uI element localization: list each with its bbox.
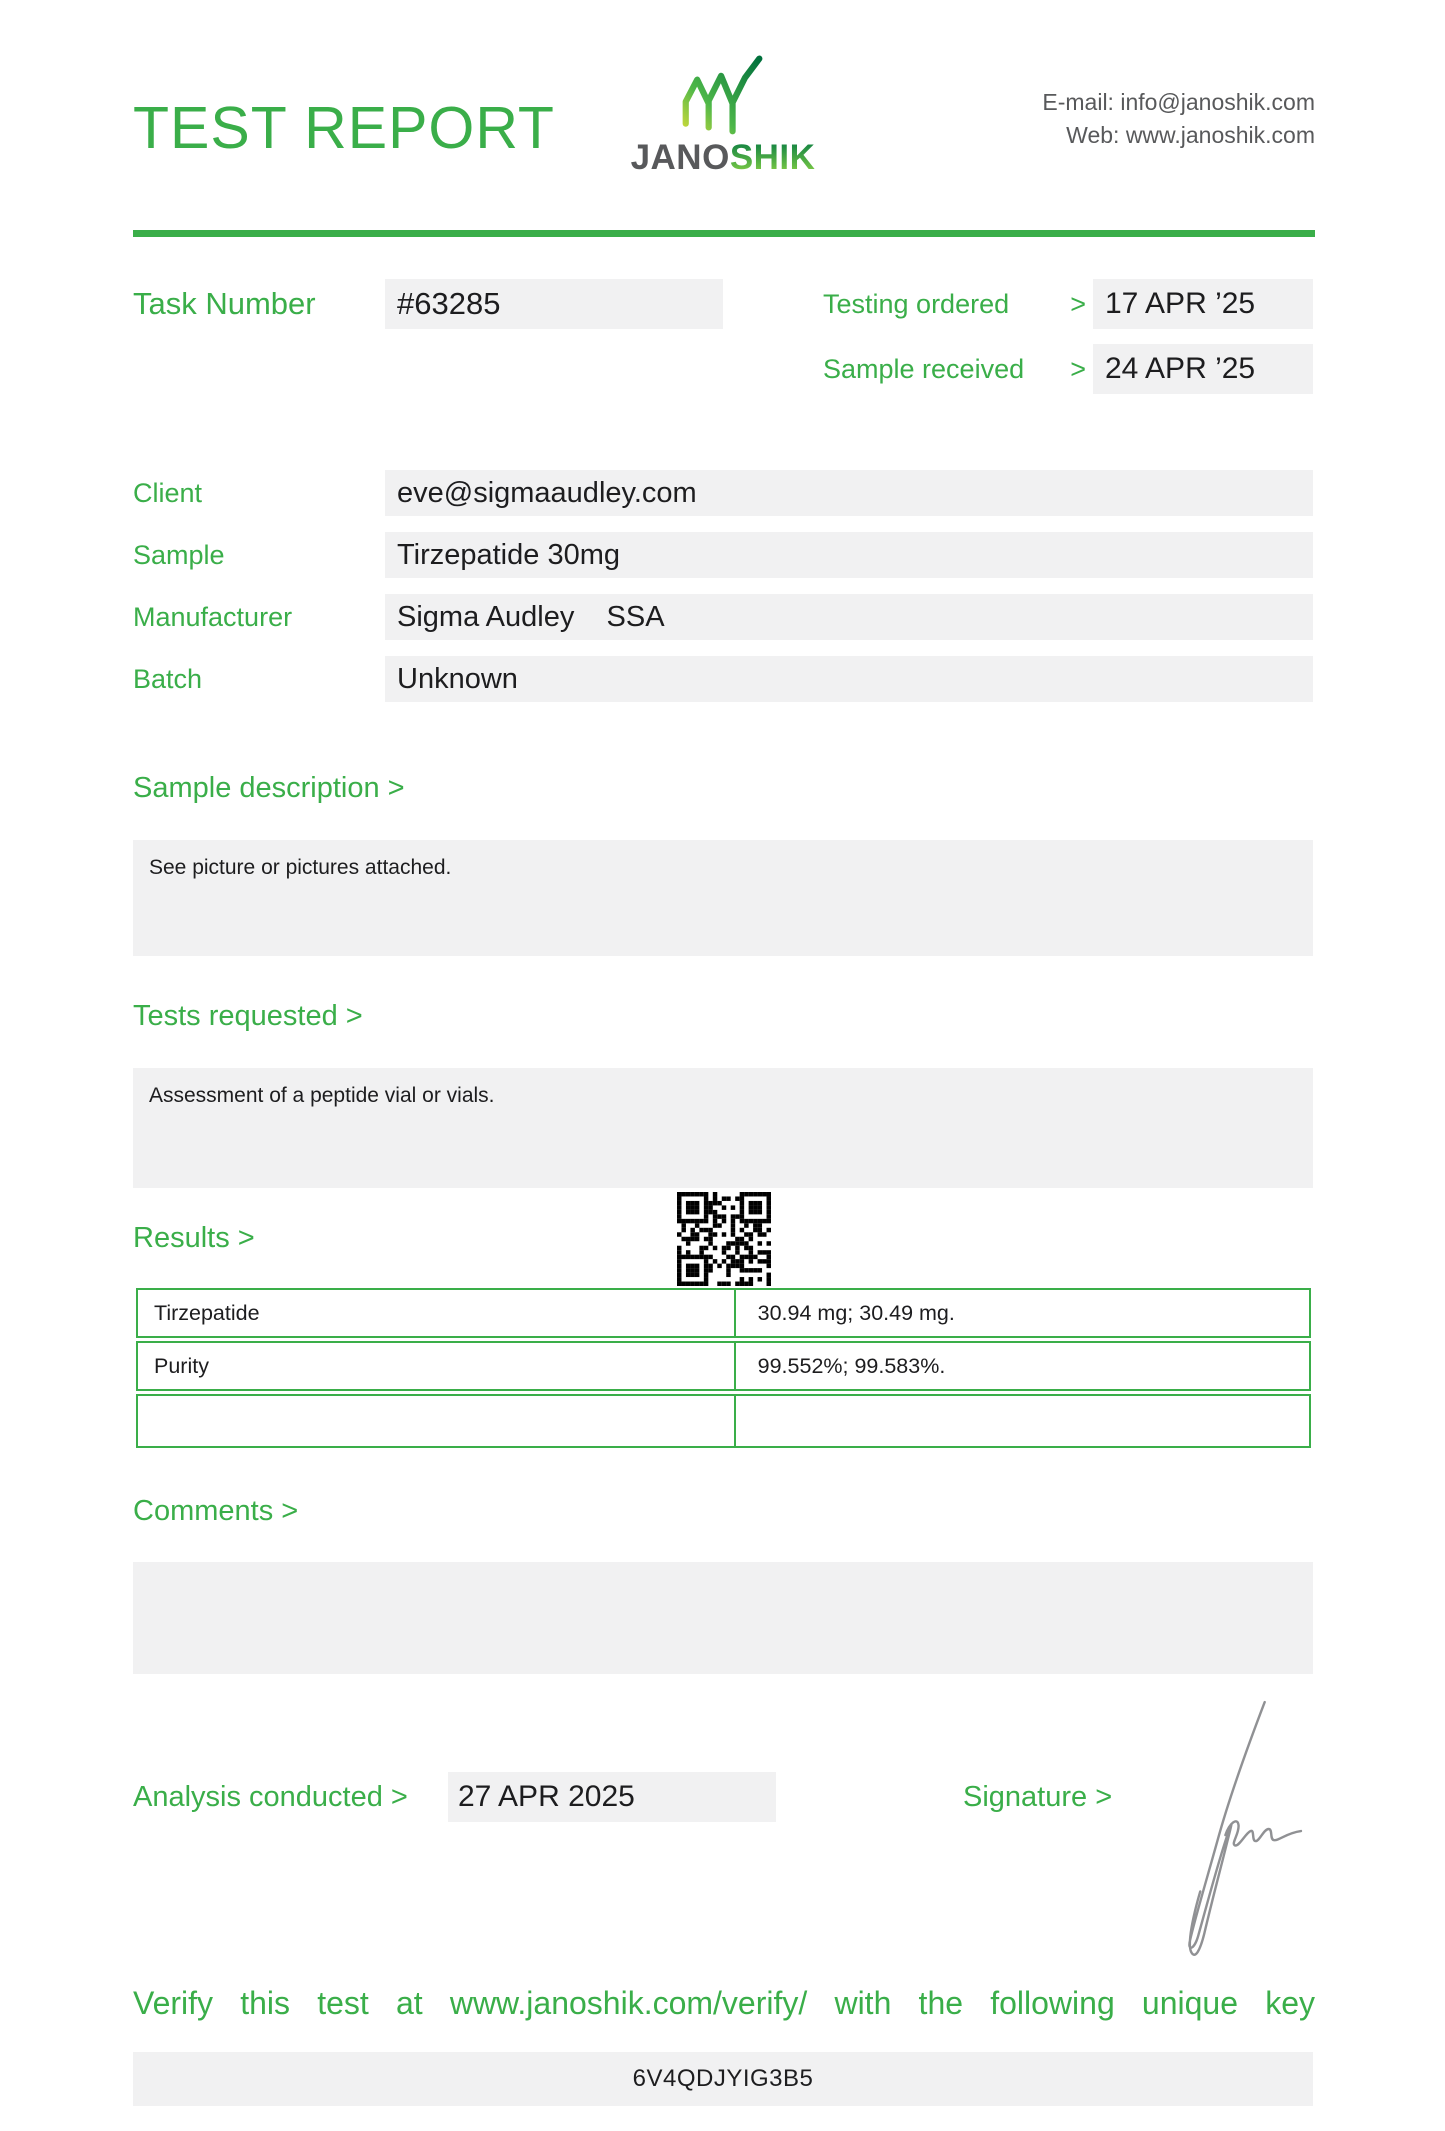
sample-description-box — [133, 840, 1313, 956]
chevron-right-icon: > — [1070, 353, 1086, 384]
sample-received-label: Sample received > — [823, 353, 1086, 384]
page-title: TEST REPORT — [133, 95, 555, 161]
task-number-field — [385, 279, 723, 329]
janoshik-logo — [618, 52, 828, 178]
sample-label: Sample — [133, 540, 225, 570]
testing-ordered-label: Testing ordered > — [823, 288, 1086, 319]
analysis-date-field — [448, 1772, 776, 1822]
verify-key-field — [133, 2052, 1313, 2106]
janoshik-chart-icon — [680, 52, 766, 136]
tests-requested-heading: Tests requested > — [133, 1000, 363, 1032]
chevron-right-icon: > — [1070, 288, 1086, 319]
verify-instruction: Verify this test at www.janoshik.com/verify/ with the following unique key — [133, 1985, 1315, 2021]
result-name: Tirzepatide — [138, 1290, 736, 1336]
logo-text-jano: JANO — [630, 138, 730, 177]
contact-email: E-mail: info@janoshik.com — [1042, 89, 1315, 115]
result-name: Purity — [138, 1343, 736, 1389]
contact-block — [1042, 86, 1315, 152]
logo-text-shik: SHIK — [729, 138, 816, 177]
result-value: 30.94 mg; 30.49 mg. — [757, 1301, 955, 1325]
testing-ordered-value: 17 APR ’25 — [1105, 287, 1256, 320]
batch-field — [385, 656, 1313, 702]
result-name — [138, 1396, 736, 1446]
task-number-value: #63285 — [397, 286, 501, 321]
table-row — [136, 1394, 1311, 1448]
sample-received-value: 24 APR ’25 — [1105, 352, 1256, 385]
batch-label: Batch — [133, 664, 203, 694]
manufacturer-value: Sigma Audley SSA — [397, 601, 665, 633]
signature-label: Signature > — [963, 1781, 1113, 1813]
manufacturer-label: Manufacturer — [133, 602, 293, 632]
contact-web: Web: www.janoshik.com — [1066, 122, 1315, 148]
client-value: eve@sigmaaudley.com — [397, 477, 697, 509]
manufacturer-field — [385, 594, 1313, 640]
signature-image — [1165, 1692, 1310, 1964]
sample-received-field — [1093, 344, 1313, 394]
verify-key-value: 6V4QDJYIG3B5 — [632, 2065, 814, 2092]
client-label: Client — [133, 478, 203, 508]
comments-box — [133, 1562, 1313, 1674]
client-field — [385, 470, 1313, 516]
tests-requested-box — [133, 1068, 1313, 1188]
results-heading: Results > — [133, 1222, 255, 1254]
sample-value: Tirzepatide 30mg — [397, 539, 620, 571]
result-value: 99.552%; 99.583%. — [757, 1354, 946, 1378]
table-row — [136, 1288, 1311, 1338]
testing-ordered-field — [1093, 279, 1313, 329]
results-table — [136, 1288, 1311, 1451]
batch-value: Unknown — [397, 663, 518, 695]
sample-field — [385, 532, 1313, 578]
header-divider — [133, 230, 1315, 237]
table-row — [136, 1341, 1311, 1391]
analysis-conducted-label: Analysis conducted > — [133, 1781, 408, 1813]
sample-description-text: See picture or pictures attached. — [149, 856, 452, 879]
logo-wordmark — [618, 138, 828, 178]
task-number-label: Task Number — [133, 286, 316, 321]
analysis-date-value: 27 APR 2025 — [458, 1780, 635, 1813]
result-value — [736, 1396, 1309, 1446]
tests-requested-text: Assessment of a peptide vial or vials. — [149, 1084, 495, 1107]
comments-heading: Comments > — [133, 1495, 299, 1527]
qr-code — [677, 1192, 771, 1286]
sample-description-heading: Sample description > — [133, 772, 405, 804]
